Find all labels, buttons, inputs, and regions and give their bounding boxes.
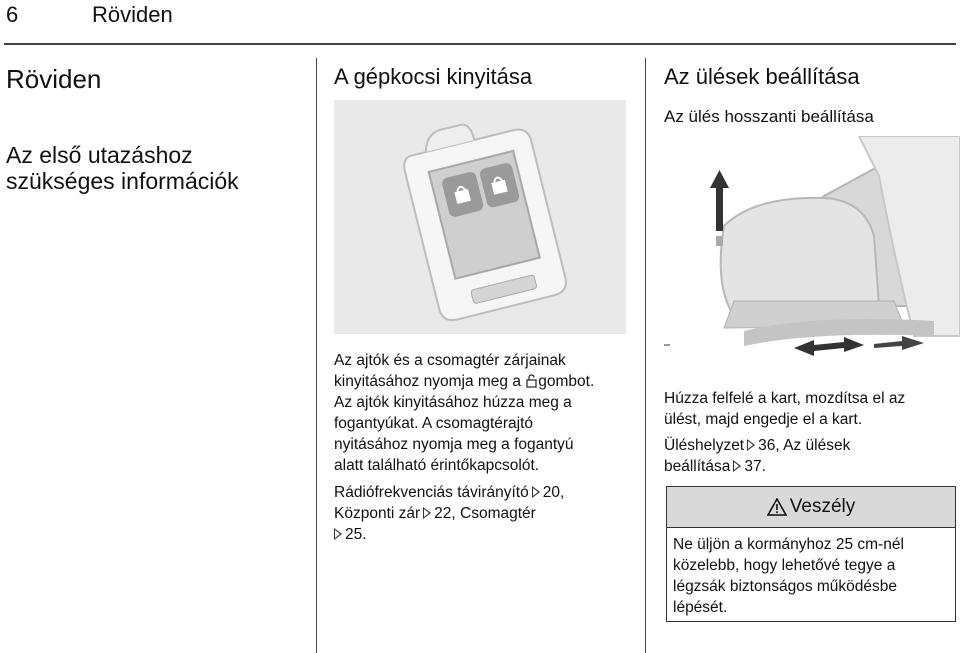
text-line: légzsák biztonságos működésbe (673, 578, 898, 595)
text-line: Húzza felfelé a kart, mozdítsa el az (664, 390, 906, 407)
text-fragment: beállítása (664, 458, 731, 475)
section-title: Röviden (6, 64, 102, 94)
section-subtitle-line1: Az első utazáshoz (6, 142, 193, 168)
text-line: Az ajtók és a csomagtér zárjainak (334, 352, 566, 369)
text-line (334, 524, 634, 545)
cross-reference-icon (334, 528, 342, 540)
cross-reference-icon (532, 486, 540, 498)
text-line: lépését. (673, 599, 728, 616)
text-fragment: Üléshelyzet (664, 437, 745, 454)
text-line: fogantyúkat. A csomagtérajtó (334, 415, 534, 432)
seat-adjustment-image (664, 136, 960, 376)
danger-text (667, 528, 955, 624)
text-line: Az ajtók kinyitásához húzza meg a (334, 394, 572, 411)
column-divider-1 (316, 58, 317, 653)
section-subtitle-line2: szükséges információk (6, 168, 239, 194)
text-line: ülést, majd engedje el a kart. (664, 411, 863, 428)
unlock-button-icon (526, 373, 537, 387)
cross-reference-icon (747, 439, 755, 451)
cross-reference-icon (733, 460, 741, 472)
text-line: közelebb, hogy lehetővé tegye a (673, 557, 896, 574)
seat-adjust-subtitle: Az ülés hosszanti beállítása (664, 107, 874, 126)
text-fragment: gombot. (538, 373, 595, 390)
danger-title: Veszély (789, 496, 856, 517)
text-line: alatt található érintőkapcsolót. (334, 457, 540, 474)
page-header-title: Röviden (92, 2, 173, 27)
text-line (334, 503, 634, 524)
warning-triangle-icon (767, 498, 787, 516)
cross-reference-icon (423, 507, 431, 519)
key-remote-image (334, 100, 626, 334)
text-line: Ne üljön a kormányhoz 25 cm-nél (673, 536, 904, 553)
header-divider (4, 43, 956, 45)
text-fragment: kinyitásához nyomja meg a (334, 373, 521, 390)
page-reference-link[interactable]: 37. (744, 458, 766, 475)
page-number: 6 (6, 2, 19, 27)
danger-warning-box (666, 486, 956, 622)
text-line: nyitásához nyomja meg a fogantyú (334, 436, 574, 453)
danger-header (667, 487, 955, 528)
unlocking-title: A gépkocsi kinyitása (334, 64, 533, 89)
text-line (334, 482, 634, 503)
page-reference-link[interactable]: 20, (542, 484, 565, 501)
text-fragment: Központi zár (334, 505, 421, 522)
seat-instructions (664, 388, 956, 477)
seat-adjust-title: Az ülések beállítása (664, 64, 860, 89)
column-divider-2 (645, 58, 646, 653)
page-reference-link[interactable]: 36, Az ülések (758, 437, 851, 454)
text-line (664, 435, 956, 456)
page-reference-link[interactable]: 25. (345, 526, 367, 543)
text-fragment: Rádiófrekvenciás távirányító (334, 484, 529, 501)
text-line (334, 371, 634, 392)
text-line (664, 456, 956, 477)
page-reference-link[interactable]: 22, Csomagtér (434, 505, 536, 522)
unlock-instructions (334, 350, 634, 545)
